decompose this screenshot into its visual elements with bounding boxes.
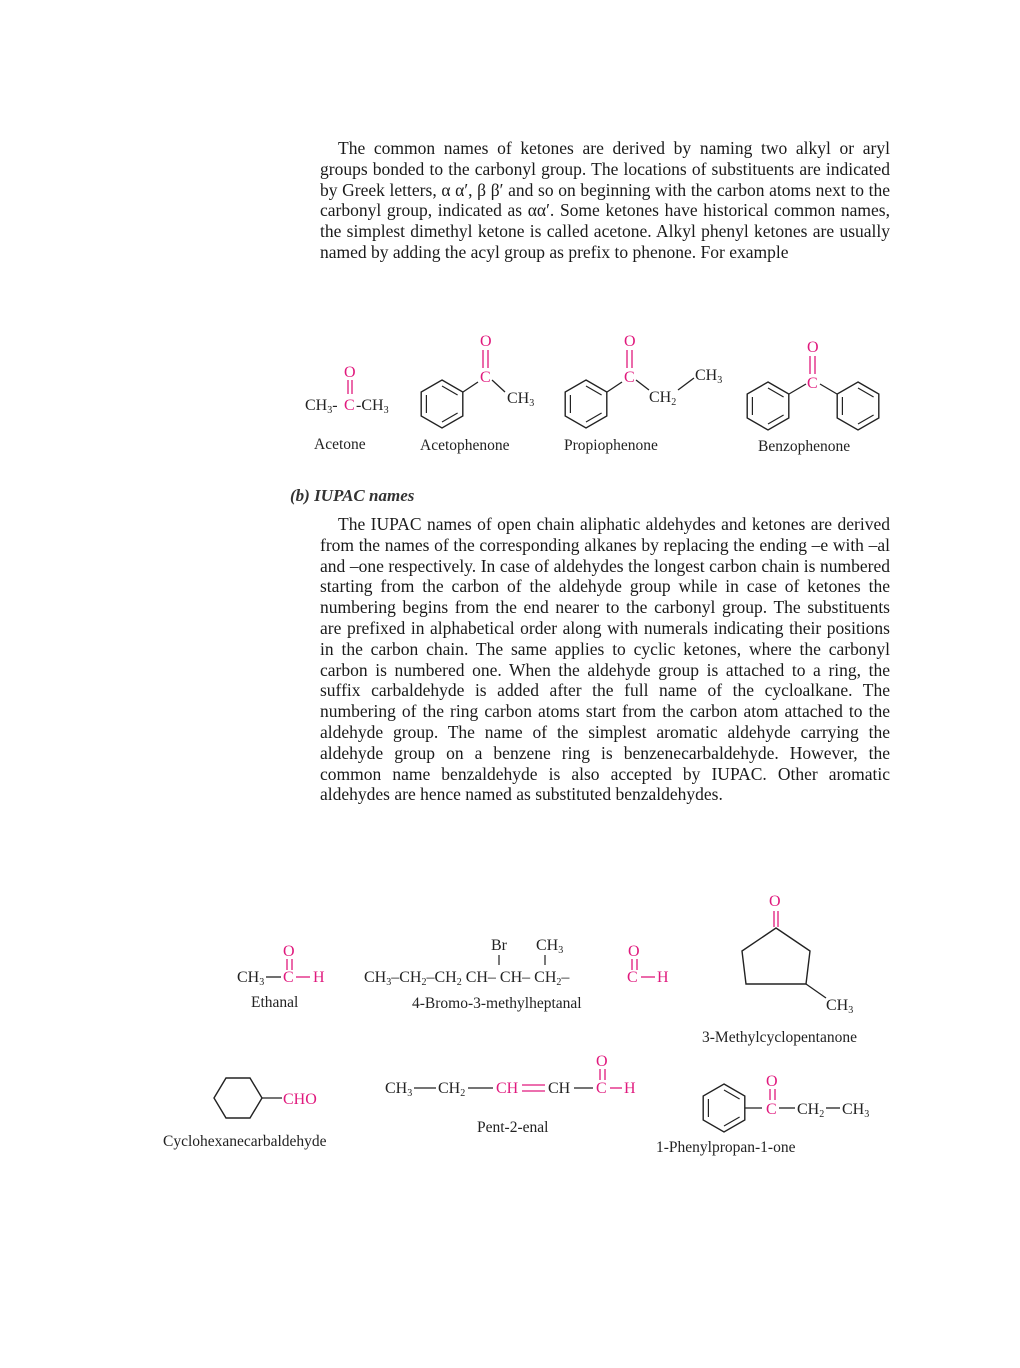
svg-text:O: O <box>480 333 492 350</box>
svg-text:CH3: CH3 <box>826 997 854 1016</box>
svg-text:O: O <box>628 943 640 960</box>
label-propiophenone: Propiophenone <box>564 437 658 454</box>
section-b-heading: (b) IUPAC names <box>290 486 415 505</box>
svg-text:C: C <box>283 969 294 986</box>
svg-text:O: O <box>807 339 819 356</box>
svg-text:CH2: CH2 <box>797 1101 825 1120</box>
svg-text:CH3–CH2–CH2 CH– CH– CH2–: CH3–CH2–CH2 CH– CH– CH2– <box>364 969 570 988</box>
label-phenylpropanone: 1-Phenylpropan-1-one <box>656 1139 796 1156</box>
svg-text:O: O <box>283 943 295 960</box>
label-methylcyclopentanone: 3-Methylcyclopentanone <box>702 1029 857 1046</box>
svg-text:H: H <box>657 969 669 986</box>
label-acetophenone: Acetophenone <box>420 437 510 454</box>
propiophenone-structure <box>564 333 722 454</box>
svg-text:C: C <box>624 369 635 386</box>
svg-text:H: H <box>624 1080 636 1097</box>
svg-text:CH3: CH3 <box>507 390 535 409</box>
svg-text:CH3: CH3 <box>536 937 564 956</box>
pentenal-structure <box>385 1053 636 1136</box>
bromomethylheptanal-structure <box>364 937 669 1012</box>
svg-text:Br: Br <box>491 937 507 954</box>
svg-text:C: C <box>596 1080 607 1097</box>
cyclohexanecarbaldehyde-structure <box>163 1078 327 1150</box>
svg-text:CH: CH <box>496 1080 519 1097</box>
svg-text:C: C <box>627 969 638 986</box>
svg-text:H: H <box>313 969 325 986</box>
iupac-text: The IUPAC names of open chain aliphatic aldehydes and ketones are derived from the names of the corresponding alkanes by replacing the ending –e with –al and –one respectively. In case of aldehydes the longest carbon chain is numbered starting from the carbon of the aldehyde group while in case of ketones the numbering begins from the end nearer to the carbonyl group. The substituents are prefixed in alphabetical order along with numerals indicating their positions in the carbon chain. The same applies to cyclic ketones, where the carbonyl carbon is numbered one. When the aldehyde group is attached to a ring, the suffix carbaldehyde is added after the full name of the cycloalkane. The numbering of the ring carbon atoms start from the carbon atom attached to the aldehyde group. The name of the simplest aromatic aldehyde carrying the aldehyde group on a benzene ring is benzenecarbaldehyde. However, the common name benzaldehyde is also accepted by IUPAC. Other aromatic aldehydes are hence named as substituted benzaldehydes. <box>320 514 890 805</box>
svg-text:O: O <box>769 893 781 910</box>
label-benzophenone: Benzophenone <box>758 438 851 455</box>
svg-text:CH: CH <box>548 1080 571 1097</box>
intro-text: The common names of ketones are derived by naming two alkyl or aryl groups bonded to the carbonyl group. The locations of substituents are indicated by Greek letters, α α′, β β′ and so on beginning with the carbon atoms next to the carbonyl group, indicated as αα′. Some ketones have historical common names, the simplest dimethyl ketone is called acetone. Alkyl phenyl ketones are usually named by adding the acyl group as prefix to phenone. For example <box>320 138 890 262</box>
label-cyclohexanecarbaldehyde: Cyclohexanecarbaldehyde <box>163 1133 327 1150</box>
svg-text:CH2: CH2 <box>438 1080 466 1099</box>
acetophenone-structure <box>420 333 534 454</box>
label-pentenal: Pent-2-enal <box>477 1119 549 1136</box>
methylcyclopentanone-structure <box>702 893 857 1046</box>
benzophenone-structure <box>747 339 879 455</box>
svg-text:O: O <box>344 364 356 381</box>
svg-text:CH2: CH2 <box>649 389 677 408</box>
svg-text:CH3-: CH3- <box>305 397 338 416</box>
svg-text:C: C <box>807 375 818 392</box>
svg-text:CH3: CH3 <box>842 1101 870 1120</box>
label-acetone: Acetone <box>314 436 366 453</box>
svg-text:C: C <box>766 1101 777 1118</box>
svg-text:O: O <box>766 1073 778 1090</box>
phenylpropanone-structure <box>656 1073 869 1156</box>
acetone-structure <box>305 364 389 453</box>
svg-text:C: C <box>480 369 491 386</box>
svg-text:O: O <box>624 333 636 350</box>
label-bromomethylheptanal: 4-Bromo-3-methylheptanal <box>412 995 582 1012</box>
svg-text:CH3: CH3 <box>695 367 723 386</box>
svg-text:CH3: CH3 <box>237 969 265 988</box>
ethanal-structure <box>237 943 325 1011</box>
svg-text:C: C <box>344 397 355 414</box>
svg-text:O: O <box>596 1053 608 1070</box>
svg-text:-CH3: -CH3 <box>356 397 389 416</box>
label-ethanal: Ethanal <box>251 994 299 1011</box>
svg-text:CH3: CH3 <box>385 1080 413 1099</box>
svg-text:CHO: CHO <box>283 1091 317 1108</box>
